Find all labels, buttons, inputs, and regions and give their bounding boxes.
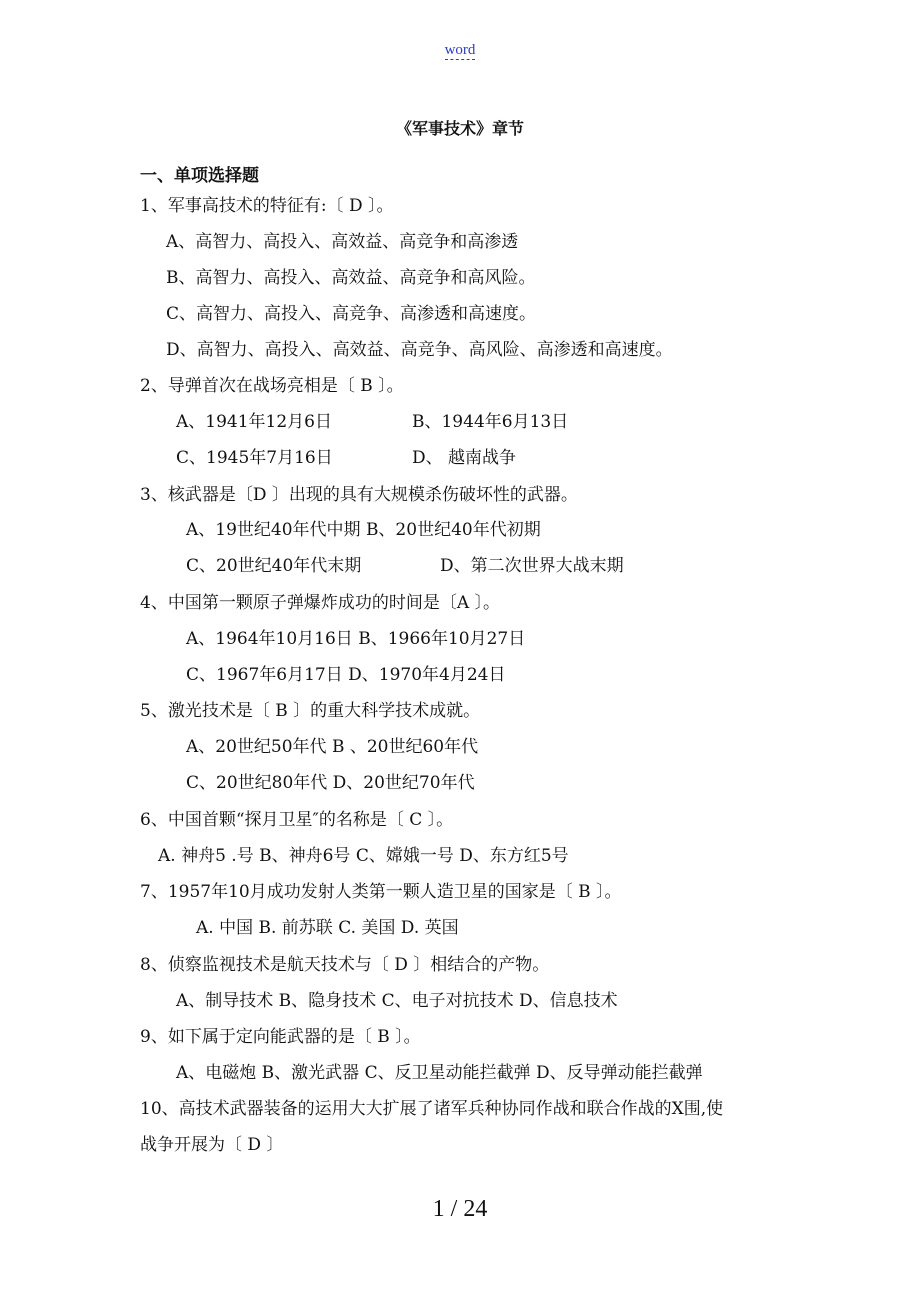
option-line: C、20世纪80年代 D、20世纪70年代 bbox=[186, 773, 475, 793]
option-line: A、20世纪50年代 B 、20世纪60年代 bbox=[186, 737, 479, 757]
option-line: D、高智力、高投入、高效益、高竞争、高风险、高渗透和高速度。 bbox=[166, 340, 673, 360]
option-line: A、1941年12月6日 bbox=[176, 412, 332, 432]
option-line: D、第二次世界大战末期 bbox=[440, 556, 624, 576]
question-line: 3、核武器是〔D 〕出现的具有大规模杀伤破坏性的武器。 bbox=[140, 485, 578, 505]
question-line: 5、激光技术是〔 B 〕的重大科学技术成就。 bbox=[140, 701, 481, 721]
question-line: 8、侦察监视技术是航天技术与〔 D 〕相结合的产物。 bbox=[140, 955, 550, 975]
question-line: 10、高技术武器装备的运用大大扩展了诸军兵种协同作战和联合作战的X围,使 bbox=[140, 1099, 724, 1119]
question-line: 2、导弹首次在战场亮相是〔 B 〕。 bbox=[140, 376, 404, 396]
option-line: D、 越南战争 bbox=[412, 448, 517, 468]
option-line: A、电磁炮 B、激光武器 C、反卫星动能拦截弹 D、反导弹动能拦截弹 bbox=[176, 1063, 703, 1083]
page-number: 1 / 24 bbox=[432, 1196, 488, 1222]
option-line: A、1964年10月16日 B、1966年10月27日 bbox=[186, 629, 526, 649]
document-title: 《军事技术》章节 bbox=[395, 119, 524, 138]
question-line-continued: 战争开展为〔 D 〕 bbox=[140, 1135, 284, 1155]
option-line: A. 中国 B. 前苏联 C. 美国 D. 英国 bbox=[196, 918, 459, 938]
question-line: 1、军事高技术的特征有:〔 D 〕。 bbox=[140, 196, 394, 216]
option-line: C、20世纪40年代末期 bbox=[186, 556, 362, 576]
question-line: 6、中国首颗“探月卫星″的名称是〔 C 〕。 bbox=[140, 810, 454, 830]
option-line: C、1945年7月16日 bbox=[176, 448, 333, 468]
option-line: B、高智力、高投入、高效益、高竞争和高风险。 bbox=[166, 268, 536, 288]
option-line: A. 神舟5 .号 B、神舟6号 C、嫦娥一号 D、东方红5号 bbox=[158, 846, 569, 866]
option-line: A、制导技术 B、隐身技术 C、电子对抗技术 D、信息技术 bbox=[176, 991, 618, 1011]
option-line: A、19世纪40年代中期 B、20世纪40年代初期 bbox=[186, 520, 541, 540]
section-title: 一、单项选择题 bbox=[140, 166, 259, 186]
header-word-link-text[interactable]: word bbox=[444, 42, 476, 58]
option-line: A、高智力、高投入、高效益、高竞争和高渗透 bbox=[166, 232, 519, 252]
option-line: C、高智力、高投入、高竞争、高渗透和高速度。 bbox=[166, 304, 537, 324]
header-word-link[interactable] bbox=[0, 42, 920, 59]
question-line: 4、中国第一颗原子弹爆炸成功的时间是〔A 〕。 bbox=[140, 593, 500, 613]
option-line: C、1967年6月17日 D、1970年4月24日 bbox=[186, 665, 506, 685]
question-line: 7、1957年10月成功发射人类第一颗人造卫星的国家是〔 B 〕。 bbox=[140, 882, 622, 902]
option-line: B、1944年6月13日 bbox=[412, 412, 569, 432]
question-line: 9、如下属于定向能武器的是〔 B 〕。 bbox=[140, 1027, 421, 1047]
